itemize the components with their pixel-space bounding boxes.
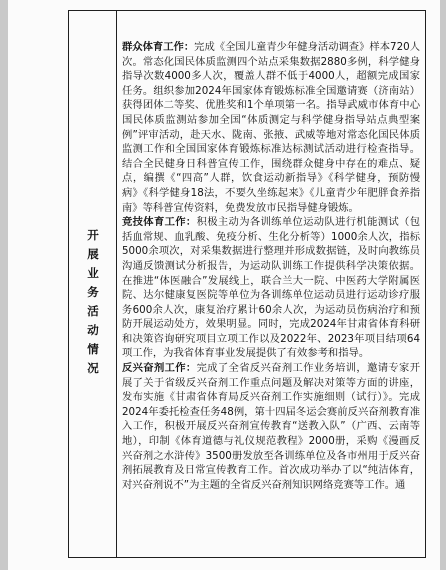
section-label-char: 活 xyxy=(87,304,99,318)
paragraph-body: 积极主动为各训练单位运动队进行机能测试（包括血常规、血乳酸、免疫分析、生化分析等）1000余人次，指标5000余项次，对采集数据进行整理并形成数据链，及时向教练员沟通反馈测试分析报告，为运动队训练工作提供科学决策依据。在推进“体医融合”发展线上，联合兰大一院、中医药大学附属医院、达尔健康复医院等单位为各训练单位运动员进行运动诊疗服务600余人次，康复治疗累计60余人次，为运动员伤病治疗和预防开展运动处方，效果明显。同时，完成2024年甘肃省体育科研和决策咨询研究项目立项工作以及2022年、2023年项目结项64项工作，为我省体育事业发展提供了有效参考和指导。 xyxy=(122,216,421,360)
paragraph-heading: 群众体育工作： xyxy=(122,41,195,53)
paragraph-body: 完成了全省反兴奋剂工作业务培训，邀请专家开展了关于省级反兴奋剂工作重点问题及解决对策等方面的讲座，发布实施《甘肃省体育局反兴奋剂工作实施细则（试行）》。完成2024年委托检查任务48例，第十四届冬运会赛前反兴奋剂教育准入工作，积极开展反兴奋剂宣传教育“送教入队”（广西、云南等地），印制《体育道德与礼仪规范教程》2000册，采购《漫画反兴奋剂之水浒传》3500册发放至各训练单位及各市州用于反兴奋剂拓展教育及日常宣传教育工作。首次成功举办了以“纯洁体育，对兴奋剂说不”为主题的全省反兴奋剂知识网络竞赛等工作。通 xyxy=(122,362,421,491)
paragraph-mass-sports xyxy=(122,40,420,215)
column-divider xyxy=(116,10,117,558)
section-label xyxy=(78,226,108,378)
section-label-char: 展 xyxy=(87,247,99,261)
section-label-char: 业 xyxy=(87,266,99,280)
section-label-char: 况 xyxy=(87,361,99,375)
section-label-char: 动 xyxy=(87,323,99,337)
paragraph-anti-doping xyxy=(122,361,420,492)
section-label-char: 情 xyxy=(87,342,99,356)
paragraph-heading: 竞技体育工作： xyxy=(122,216,197,229)
section-label-char: 务 xyxy=(87,285,99,299)
paragraph-competitive-sports xyxy=(122,215,420,361)
paragraph-heading: 反兴奋剂工作： xyxy=(122,362,197,375)
paragraph-body: 完成《全国儿童青少年健身活动调查》样本720人次。常态化国民体质监测四个站点采集数据2880多例，科学健身指导次数4000多人次，覆盖人群不低于4000人，超额完成国家任务。组织参加2024年国家体育锻炼标准全国邀请赛（济南站）获得团体二等奖、优胜奖和1个单项第一名。指导武威市体育中心国民体质监测站参加全国“体质测定与科学健身指导站点典型案例”评审活动，赴天水、陇南、张掖、武威等地对常态化国民体质监测工作和全国国家体育锻炼标准达标测试活动进行检查指导。结合全民健身日科普宣传工作，围绕群众健身中存在的难点、疑点，编撰《“四高”人群，饮食运动新指导》《科学健身，预防慢病》《科学健身18法，不要久坐练起来》《儿童青少年肥胖食养指南》等科普宣传资料，免费发放市民指导健身锻炼。 xyxy=(122,41,421,214)
content-cell xyxy=(122,40,420,492)
section-label-char: 开 xyxy=(87,228,99,242)
